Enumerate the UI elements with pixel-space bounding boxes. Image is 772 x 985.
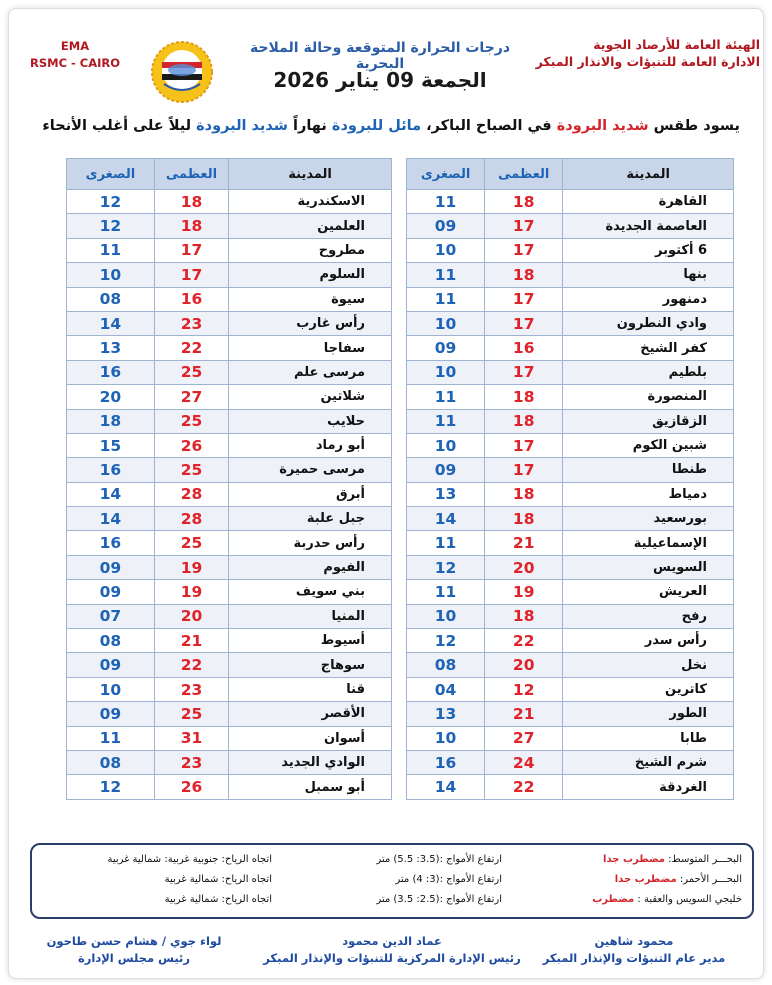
cell-min: 12 <box>67 190 155 214</box>
cell-city: طابا <box>563 726 734 750</box>
cell-min: 10 <box>407 238 485 262</box>
page-subtitle: درجات الحرارة المتوقعة وحالة الملاحة البحرية <box>249 40 511 72</box>
cell-max: 22 <box>154 336 228 360</box>
cell-max: 26 <box>154 775 228 799</box>
cell-min: 14 <box>407 507 485 531</box>
weather-summary <box>20 118 740 134</box>
table-row <box>67 190 392 214</box>
cell-max: 21 <box>154 629 228 653</box>
cell-min: 11 <box>67 726 155 750</box>
cell-min: 11 <box>407 385 485 409</box>
summary-part: في الصباح الباكر، <box>421 118 557 134</box>
cell-max: 17 <box>485 311 563 335</box>
table-row <box>67 458 392 482</box>
cell-city: الفيوم <box>229 555 392 579</box>
table-row <box>67 531 392 555</box>
cell-city: شلاتين <box>229 385 392 409</box>
cell-min: 10 <box>407 311 485 335</box>
cell-city: أبرق <box>229 482 392 506</box>
sea-row-mediterranean <box>42 854 742 874</box>
cell-city: شبين الكوم <box>563 433 734 457</box>
cell-max: 27 <box>154 385 228 409</box>
ema-logo-icon <box>150 40 214 104</box>
cell-min: 08 <box>407 653 485 677</box>
page-title: الجمعة 09 يناير 2026 <box>273 68 487 92</box>
cell-min: 13 <box>67 336 155 360</box>
table-row <box>407 263 734 287</box>
wave-height: ارتفاع الأمواج :(2.5: 3.5) متر <box>376 894 502 905</box>
cell-min: 09 <box>67 555 155 579</box>
cell-max: 28 <box>154 482 228 506</box>
cell-max: 22 <box>154 653 228 677</box>
table-row <box>407 531 734 555</box>
table-row <box>67 702 392 726</box>
cell-city: أسيوط <box>229 629 392 653</box>
sea-row-gulfs <box>42 894 742 914</box>
cell-max: 19 <box>154 580 228 604</box>
table-row <box>407 580 734 604</box>
cell-min: 10 <box>67 677 155 701</box>
table-row <box>67 482 392 506</box>
cell-min: 12 <box>407 555 485 579</box>
cell-city: الاسكندرية <box>229 190 392 214</box>
table-row <box>407 214 734 238</box>
cell-min: 20 <box>67 385 155 409</box>
signature-name: محمود شاهين <box>594 934 674 948</box>
cell-city: السلوم <box>229 263 392 287</box>
wind-direction: اتجاه الرياح: شمالية غربية <box>164 874 272 885</box>
column-header-max: العظمى <box>154 159 228 190</box>
cell-min: 15 <box>67 433 155 457</box>
wave-height: ارتفاع الأمواج :(3.5: 5.5) متر <box>376 854 502 865</box>
cell-min: 12 <box>407 629 485 653</box>
cell-city: الغردقة <box>563 775 734 799</box>
summary-part: نهاراً <box>288 118 332 134</box>
cell-max: 23 <box>154 677 228 701</box>
cell-city: دمياط <box>563 482 734 506</box>
cell-city: بورسعيد <box>563 507 734 531</box>
rsmc-text: RSMC - CAIRO <box>30 56 121 70</box>
cell-min: 14 <box>67 482 155 506</box>
table-row <box>67 287 392 311</box>
cell-min: 16 <box>67 360 155 384</box>
cell-city: رأس حدربة <box>229 531 392 555</box>
cell-max: 18 <box>154 190 228 214</box>
table-row <box>407 433 734 457</box>
table-row <box>67 238 392 262</box>
cell-max: 18 <box>485 190 563 214</box>
signature-block <box>524 933 744 967</box>
cell-max: 19 <box>154 555 228 579</box>
cell-max: 25 <box>154 702 228 726</box>
cell-city: حلايب <box>229 409 392 433</box>
cell-city: العريش <box>563 580 734 604</box>
column-header-min: الصغرى <box>407 159 485 190</box>
cell-max: 24 <box>485 750 563 774</box>
cell-city: أبو رماد <box>229 433 392 457</box>
table-row <box>407 385 734 409</box>
cell-max: 16 <box>154 287 228 311</box>
signature-title: رئيس الإدارة المركزية للتنبؤات والإنذار المبكر <box>263 951 521 965</box>
table-row <box>407 507 734 531</box>
table-row <box>67 555 392 579</box>
summary-highlight: شديد البرودة <box>196 118 288 134</box>
cell-max: 18 <box>485 385 563 409</box>
sea-name-label: البحـــر المتوسط: <box>665 854 742 865</box>
table-row <box>67 677 392 701</box>
cell-min: 08 <box>67 750 155 774</box>
table-row <box>67 336 392 360</box>
cell-max: 22 <box>485 629 563 653</box>
cell-max: 18 <box>485 409 563 433</box>
summary-highlight: شديد البرودة <box>556 118 649 134</box>
cell-max: 17 <box>485 433 563 457</box>
cell-min: 14 <box>67 311 155 335</box>
cell-max: 20 <box>154 604 228 628</box>
cell-city: بني سويف <box>229 580 392 604</box>
table-row <box>407 311 734 335</box>
cell-max: 25 <box>154 360 228 384</box>
cell-city: رأس سدر <box>563 629 734 653</box>
cell-max: 21 <box>485 531 563 555</box>
cell-max: 25 <box>154 531 228 555</box>
cell-max: 17 <box>154 238 228 262</box>
cell-max: 25 <box>154 458 228 482</box>
cell-max: 17 <box>485 238 563 262</box>
cell-max: 16 <box>485 336 563 360</box>
cell-min: 14 <box>67 507 155 531</box>
table-row <box>67 433 392 457</box>
table-row <box>67 604 392 628</box>
cell-max: 12 <box>485 677 563 701</box>
sea-state: مضطرب <box>592 894 635 905</box>
cell-max: 18 <box>485 482 563 506</box>
cell-city: الوادي الجديد <box>229 750 392 774</box>
cell-min: 11 <box>407 263 485 287</box>
cell-city: مرسى علم <box>229 360 392 384</box>
cell-city: طنطا <box>563 458 734 482</box>
table-row <box>407 287 734 311</box>
cell-city: الزقازيق <box>563 409 734 433</box>
sea-name <box>582 854 742 865</box>
cell-min: 08 <box>67 629 155 653</box>
table-row <box>407 409 734 433</box>
table-row <box>407 604 734 628</box>
cell-min: 10 <box>407 726 485 750</box>
table-row <box>407 702 734 726</box>
summary-part: يسود طقس <box>648 118 740 134</box>
cell-max: 21 <box>485 702 563 726</box>
cell-min: 07 <box>67 604 155 628</box>
cell-min: 14 <box>407 775 485 799</box>
cell-max: 23 <box>154 311 228 335</box>
table-row <box>407 360 734 384</box>
cell-max: 20 <box>485 555 563 579</box>
org-line-1: الهيئة العامة للأرصاد الجوية <box>593 37 760 52</box>
cell-city: أبو سمبل <box>229 775 392 799</box>
cell-max: 27 <box>485 726 563 750</box>
cell-city: بلطيم <box>563 360 734 384</box>
cell-max: 17 <box>154 263 228 287</box>
cell-city: نخل <box>563 653 734 677</box>
cell-min: 16 <box>407 750 485 774</box>
cell-city: مطروح <box>229 238 392 262</box>
signature-name: عماد الدين محمود <box>342 934 442 948</box>
cell-min: 13 <box>407 702 485 726</box>
table-row <box>407 775 734 799</box>
cell-min: 18 <box>67 409 155 433</box>
sea-conditions-box <box>30 843 754 919</box>
table-row <box>67 311 392 335</box>
wind-direction: اتجاه الرياح: شمالية غربية <box>164 894 272 905</box>
cell-min: 16 <box>67 458 155 482</box>
table-row <box>67 385 392 409</box>
cell-min: 11 <box>407 287 485 311</box>
column-header-max: العظمى <box>485 159 563 190</box>
table-row <box>407 555 734 579</box>
wave-height: ارتفاع الأمواج :(3: 4) متر <box>395 874 502 885</box>
signature-block <box>34 933 234 967</box>
cell-city: وادي النطرون <box>563 311 734 335</box>
table-row <box>67 653 392 677</box>
cell-city: كاترين <box>563 677 734 701</box>
cell-city: رأس غارب <box>229 311 392 335</box>
table-row <box>67 409 392 433</box>
sea-name-label: البحـــر الأحمر: <box>676 874 742 885</box>
sea-name <box>582 894 742 905</box>
left-temperature-table <box>66 158 392 800</box>
cell-city: المنصورة <box>563 385 734 409</box>
cell-min: 09 <box>407 336 485 360</box>
cell-city: العاصمة الجديدة <box>563 214 734 238</box>
cell-min: 10 <box>67 263 155 287</box>
summary-part: على أغلب الأنحاء <box>42 118 169 134</box>
cell-city: السويس <box>563 555 734 579</box>
signature-title: رئيس مجلس الإدارة <box>77 951 190 965</box>
cell-max: 20 <box>485 653 563 677</box>
cell-min: 11 <box>407 531 485 555</box>
sea-row-red-sea <box>42 874 742 894</box>
organization-name <box>536 36 760 70</box>
table-row <box>407 653 734 677</box>
cell-min: 10 <box>407 604 485 628</box>
cell-max: 18 <box>485 263 563 287</box>
cell-min: 10 <box>407 433 485 457</box>
cell-city: الإسماعيلية <box>563 531 734 555</box>
cell-min: 04 <box>407 677 485 701</box>
wind-direction: اتجاه الرياح: جنوبية غربية: شمالية غربية <box>107 854 272 865</box>
cell-city: القاهرة <box>563 190 734 214</box>
cell-city: الأقصر <box>229 702 392 726</box>
table-row <box>407 726 734 750</box>
cell-city: مرسى حميرة <box>229 458 392 482</box>
cell-max: 17 <box>485 287 563 311</box>
cell-max: 17 <box>485 214 563 238</box>
ema-label <box>30 38 120 72</box>
table-row <box>67 214 392 238</box>
cell-city: رفح <box>563 604 734 628</box>
table-row <box>407 750 734 774</box>
cell-city: 6 أكتوبر <box>563 238 734 262</box>
right-temperature-table <box>406 158 734 800</box>
sea-state: مضطرب جدا <box>614 874 677 885</box>
cell-min: 09 <box>67 653 155 677</box>
table-row <box>407 482 734 506</box>
cell-min: 10 <box>407 360 485 384</box>
table-row <box>407 190 734 214</box>
cell-min: 13 <box>407 482 485 506</box>
cell-min: 16 <box>67 531 155 555</box>
table-row <box>67 726 392 750</box>
cell-max: 18 <box>485 604 563 628</box>
sea-name <box>582 874 742 885</box>
cell-max: 17 <box>485 458 563 482</box>
table-row <box>67 360 392 384</box>
signature-title: مدير عام التنبؤات والإنذار المبكر <box>542 951 726 965</box>
cell-city: المنيا <box>229 604 392 628</box>
column-header-min: الصغرى <box>67 159 155 190</box>
cell-min: 12 <box>67 214 155 238</box>
table-row <box>67 507 392 531</box>
cell-city: أسوان <box>229 726 392 750</box>
cell-max: 25 <box>154 409 228 433</box>
cell-min: 11 <box>407 580 485 604</box>
cell-max: 23 <box>154 750 228 774</box>
summary-part: ليلاً <box>168 118 197 134</box>
cell-city: شرم الشيخ <box>563 750 734 774</box>
ema-text: EMA <box>60 39 90 53</box>
cell-city: سفاجا <box>229 336 392 360</box>
table-row <box>67 775 392 799</box>
cell-max: 17 <box>485 360 563 384</box>
column-header-city: المدينة <box>229 159 392 190</box>
cell-city: كفر الشيخ <box>563 336 734 360</box>
column-header-city: المدينة <box>563 159 734 190</box>
cell-max: 22 <box>485 775 563 799</box>
table-row <box>407 238 734 262</box>
cell-city: جبل علبة <box>229 507 392 531</box>
cell-max: 19 <box>485 580 563 604</box>
cell-min: 09 <box>67 580 155 604</box>
cell-city: سوهاج <box>229 653 392 677</box>
cell-max: 31 <box>154 726 228 750</box>
table-row <box>67 580 392 604</box>
table-row <box>407 458 734 482</box>
table-row <box>67 263 392 287</box>
cell-max: 28 <box>154 507 228 531</box>
cell-city: الطور <box>563 702 734 726</box>
summary-highlight: مائل للبرودة <box>331 118 422 134</box>
cell-max: 18 <box>154 214 228 238</box>
cell-min: 12 <box>67 775 155 799</box>
sea-name-label: خليجي السويس والعقبة : <box>634 894 742 905</box>
cell-min: 09 <box>67 702 155 726</box>
cell-max: 18 <box>485 507 563 531</box>
cell-city: بنها <box>563 263 734 287</box>
cell-city: العلمين <box>229 214 392 238</box>
cell-min: 11 <box>407 190 485 214</box>
sea-state: مضطرب جدا <box>603 854 665 865</box>
org-line-2: الادارة العامة للتنبؤات والانذار المبكر <box>535 54 760 69</box>
cell-min: 11 <box>407 409 485 433</box>
cell-city: قنا <box>229 677 392 701</box>
cell-city: سيوة <box>229 287 392 311</box>
signature-name: لواء جوي / هشام حسن طاحون <box>46 934 222 948</box>
table-row <box>407 336 734 360</box>
table-row <box>67 750 392 774</box>
cell-min: 08 <box>67 287 155 311</box>
cell-city: دمنهور <box>563 287 734 311</box>
table-row <box>67 629 392 653</box>
table-row <box>407 629 734 653</box>
cell-max: 26 <box>154 433 228 457</box>
cell-min: 11 <box>67 238 155 262</box>
table-row <box>407 677 734 701</box>
signature-block <box>262 933 522 967</box>
cell-min: 09 <box>407 214 485 238</box>
cell-min: 09 <box>407 458 485 482</box>
